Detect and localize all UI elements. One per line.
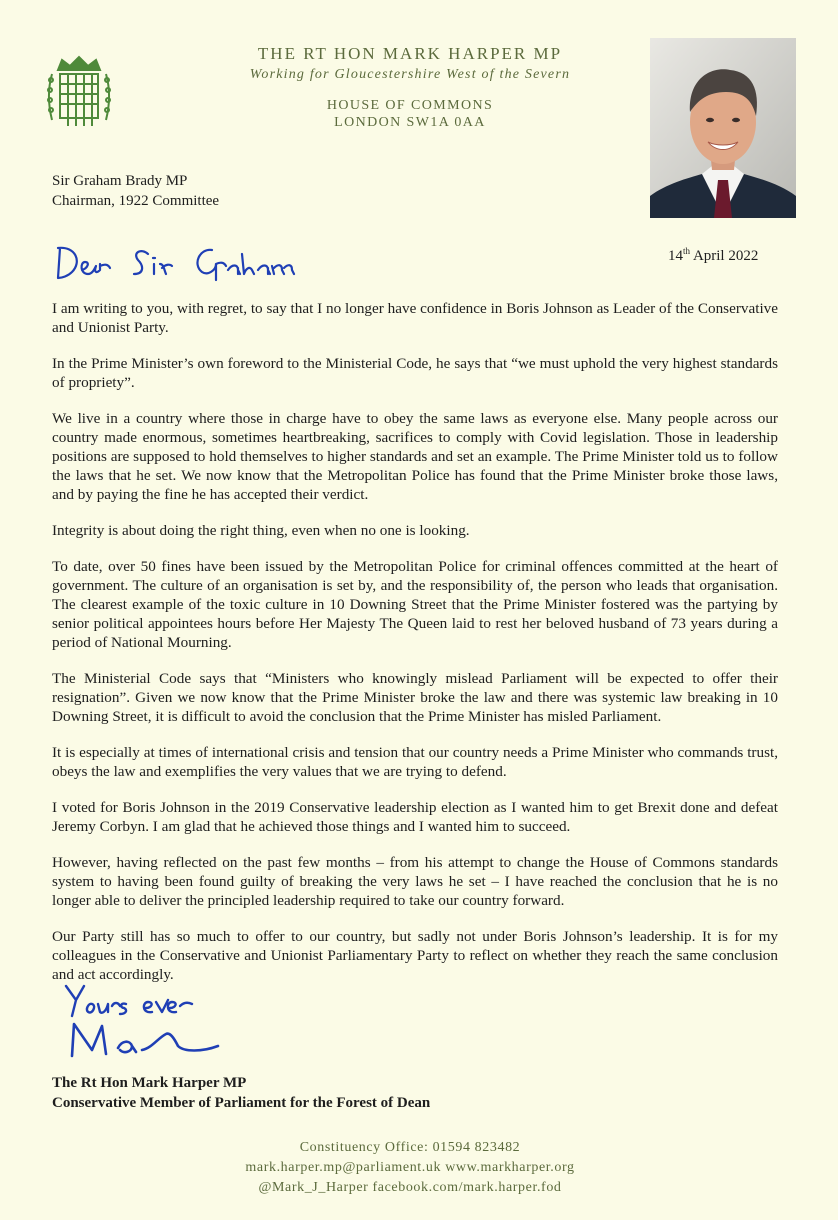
signoff-name: The Rt Hon Mark Harper MP <box>52 1075 247 1091</box>
body-paragraph: Integrity is about doing the right thing, even when no one is looking. <box>52 522 470 539</box>
date-day: 14 <box>668 248 683 264</box>
letterhead-address <box>180 97 640 131</box>
signoff-role: Conservative Member of Parliament for the Forest of Dean <box>52 1095 431 1111</box>
letterhead <box>180 44 640 131</box>
date-month-year: April 2022 <box>690 248 759 264</box>
portcullis-icon <box>44 54 114 134</box>
body-paragraph: The Ministerial Code says that “Ministers who knowingly mislead Parliament will be expected to offer their resignation”. Given we now know that the Prime Minister broke the law and there was systemic law breaking in 10 Downing Street, it is difficult to avoid the conclusion that the Prime Minister has misled Parliament. <box>52 670 778 725</box>
body-paragraph: However, having reflected on the past few months – from his attempt to change the House of Commons standards system to having been found guilty of breaking the very laws he set – I have reached the conclusion that he is no longer able to deliver the principled leadership required to take our country forward. <box>52 854 778 909</box>
letterhead-tagline: Working for Gloucestershire West of the Severn <box>249 67 571 82</box>
body-paragraph: In the Prime Minister’s own foreword to the Ministerial Code, he says that “we must uphold the very highest standards of propriety”. <box>52 355 778 391</box>
date-suffix: th <box>683 246 691 256</box>
handwritten-signature <box>62 1016 232 1062</box>
recipient-name: Sir Graham Brady MP <box>52 173 188 189</box>
signoff-block <box>52 1073 430 1113</box>
body-paragraph: To date, over 50 fines have been issued by the Metropolitan Police for criminal offences committed at the heart of government. The culture of an organisation is set by, and the responsibility of, the person who leads that organisation. The clearest example of the toxic culture in 10 Downing Street that the Prime Minister fostered was the partying by senior political appointees hours before Her Majesty The Queen laid to rest her beloved husband of 73 years during a period of National Mourning. <box>52 558 778 651</box>
address-line-2: LONDON SW1A 0AA <box>334 115 486 130</box>
letter-body <box>52 299 778 1001</box>
recipient-title: Chairman, 1922 Committee <box>52 193 220 209</box>
address-line-1: HOUSE OF COMMONS <box>326 98 494 113</box>
body-paragraph: We live in a country where those in charge have to obey the same laws as everyone else. Many people across our country made enormous, sometimes heartbreaking, sacrifices to comply with Covid legislation. Those in leadership positions are supposed to hold themselves to higher standards and set an example. The Prime Minister told us to follow the laws that he set. We now know that the Metropolitan Police has found that the Prime Minister broke those laws, and by paying the fine he has accepted their verdict. <box>52 410 778 503</box>
letter-date <box>668 246 758 265</box>
handwritten-salutation <box>52 240 312 286</box>
body-paragraph: I voted for Boris Johnson in the 2019 Conservative leadership election as I wanted him to get Brexit done and defeat Jeremy Corbyn. I am glad that he achieved those things and I wanted him to succeed. <box>52 799 778 835</box>
footer-contact <box>180 1138 640 1198</box>
portrait-photo <box>650 38 796 218</box>
recipient-block <box>52 171 219 211</box>
letterhead-name: THE RT HON MARK HARPER MP <box>257 44 563 63</box>
footer-line-social: @Mark_J_Harper facebook.com/mark.harper.fod <box>258 1180 562 1195</box>
footer-line-web: mark.harper.mp@parliament.uk www.markharper.org <box>245 1160 575 1175</box>
footer-line-office: Constituency Office: 01594 823482 <box>299 1140 521 1155</box>
body-paragraph: I am writing to you, with regret, to say that I no longer have confidence in Boris Johnson as Leader of the Conservative and Unionist Party. <box>52 300 778 336</box>
body-paragraph: It is especially at times of international crisis and tension that our country needs a Prime Minister who commands trust, obeys the law and exemplifies the very values that we are trying to defend. <box>52 744 778 780</box>
body-paragraph: Our Party still has so much to offer to our country, but sadly not under Boris Johnson’s leadership. It is for my colleagues in the Conservative and Unionist Parliamentary Party to reflect on whether they reach the same conclusion and act accordingly. <box>52 928 778 983</box>
